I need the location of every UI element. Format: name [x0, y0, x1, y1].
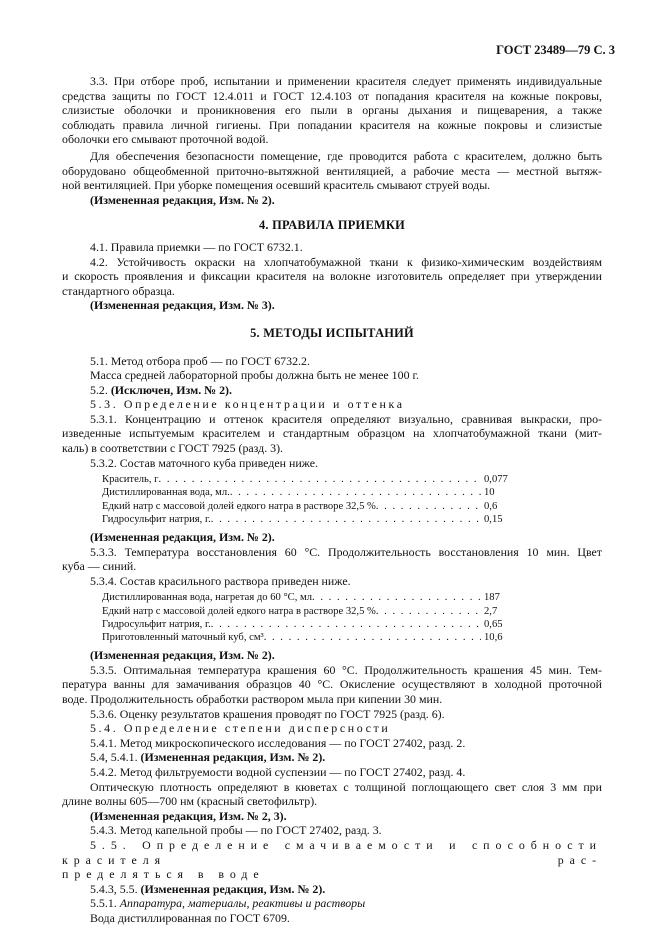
list-item: Дистиллированная вода, нагретая до 60 °С, мл . . . 187 [102, 591, 534, 604]
para-5-3-5-line: воде. Продолжительность обработки раствором мыла при кипении 30 мин. [62, 692, 443, 707]
para-5-4-2: 5.4.2. Метод фильтруемости водной суспензии — по ГОСТ 27402, разд. 4. [90, 765, 466, 779]
para-5-4-3: 5.4.3. Метод капельной пробы — по ГОСТ 27402, разд. 3. [90, 823, 382, 838]
para-5-3-1-line: изведенные испытуемым красителем и стандартным образцом на хлопчатобумажной ткани (мит- [62, 426, 602, 441]
amendment-note: (Измененная редакция, Изм. № 2). [90, 192, 275, 207]
para-4-1: 4.1. Правила приемки — по ГОСТ 6732.1. [90, 239, 303, 254]
subsection-5-5-title: пределяться в воде [62, 867, 265, 882]
para-5-4-1: 5.4.1. Метод микроскопического исследования — по ГОСТ 27402, разд. 2. [90, 735, 466, 750]
list-item: Гидросульфит натрия, г. . . . 0,65 [102, 618, 534, 631]
subsection-5-3-title: 5.3. Определение концентрации и оттенка [90, 397, 405, 412]
para-water: Вода дистиллированная по ГОСТ 6709. [90, 910, 290, 925]
para-5-3-3-line: 5.3.3. Температура восстановления 60 °С. Продолжительность восстановления 10 мин. Цвет [90, 544, 602, 559]
page-body [62, 74, 602, 926]
amendment-number: 5.4, 5.4.1. [90, 750, 138, 765]
para-3-3-line: слизистые оболочки и проникновения его пыли в органы дыхания и пищеварения, а также [62, 103, 602, 118]
amendment-note: (Измененная редакция, Изм. № 2). [140, 750, 326, 765]
para-5-5-amendment [62, 882, 602, 897]
para-5-2-number: 5.2. [90, 382, 108, 397]
para-safety-line: ной вентиляцией. При уборке помещения осевший краситель смывают струей воды. [62, 178, 491, 193]
para-5-1b: Масса средней лабораторной пробы должна быть не менее 100 г. [90, 368, 419, 383]
list-item: Едкий натр с массовой долей едкого натра в растворе 32,5 % . . . 0,6 [102, 500, 534, 513]
para-5-5-1-heading: Аппаратура, материалы, реактивы и растворы [119, 896, 366, 911]
para-4-2-line: 4.2. Устойчивость окраски на хлопчатобумажной ткани к физико-химическим воздействиям [90, 254, 602, 269]
para-optics-line: Оптическую плотность определяют в кюветах с толщиной поглощающего свет слоя 3 мм при [90, 779, 602, 794]
para-5-2 [62, 383, 602, 398]
para-5-3-3-line: куба — синий. [62, 559, 137, 574]
amendment-number: 5.4.3, 5.5. [90, 881, 138, 896]
para-4-2-line: и скорость проявления и фиксации красителя на волокне изготовитель определяет при утверждении [62, 269, 602, 284]
para-5-3-5-line: пература ванны для замачивания образцов 40 °С. Окисление осуществляют в холодной проточной [62, 677, 602, 692]
subsection-5-5-title: 5.5. Определение смачиваемости и способности красителя рас- [62, 837, 602, 867]
para-5-3-1-line: 5.3.1. Концентрацию и оттенок красителя определяют визуально, сравнивая выкраски, про- [90, 411, 602, 426]
list-item: Гидросульфит натрия, г. . . . 0,15 [102, 513, 534, 526]
subsection-5-4-title: 5.4. Определение степени дисперсности [90, 721, 391, 736]
para-3-3-line: 3.3. При отборе проб, испытании и применении красителя следует применять индивидуальные [90, 74, 602, 88]
para-safety-line: Для обеспечения безопасности помещение, где проводится работа с красителем, должно быть [90, 148, 602, 163]
para-3-3-line: соблюдать правила личной гигиены. При попадании красителя на кожные покровы и слизистые [62, 117, 602, 132]
amendment-note: (Измененная редакция, Изм. № 2). [90, 648, 275, 663]
section-4-title: 4. ПРАВИЛА ПРИЕМКИ [258, 218, 406, 233]
dye-bath-composition-list [102, 591, 534, 644]
para-5-3-5-line: 5.3.5. Оптимальная температура крашения 60 °С. Продолжительность крашения 45 мин. Тем- [90, 662, 602, 677]
para-4-2-line: стандартного образца. [62, 283, 175, 298]
para-5-5-1-number: 5.5.1. [90, 896, 117, 911]
amendment-note: (Измененная редакция, Изм. № 2). [90, 530, 275, 545]
list-item: Приготовленный маточный куб, см³ . . . 10,6 [102, 631, 534, 644]
para-3-3-line: оболочки его смывают проточной водой. [62, 132, 269, 147]
stock-vat-composition-list [102, 473, 534, 526]
para-5-3-2: 5.3.2. Состав маточного куба приведен ниже. [90, 455, 318, 470]
para-5-2-excluded: (Исключен, Изм. № 2). [110, 382, 232, 397]
amendment-note: (Измененная редакция, Изм. № 2, 3). [90, 808, 287, 823]
para-optics-line: длине волны 605—700 нм (красный светофильтр). [62, 794, 318, 809]
para-5-1: 5.1. Метод отбора проб — по ГОСТ 6732.2. [90, 353, 310, 368]
list-item: Едкий натр с массовой долей едкого натра в растворе 32,5 % . . . 2,7 [102, 605, 534, 618]
para-5-3-1-line: каль) в соответствии с ГОСТ 7925 (разд. 3). [62, 441, 284, 456]
amendment-note: (Измененная редакция, Изм. № 2). [140, 881, 326, 896]
list-item: Краситель, г . . . 0,077 [102, 473, 534, 486]
para-5-5-1 [62, 896, 602, 911]
para-5-4-amendment [62, 750, 602, 765]
para-3-3-line: средства защиты по ГОСТ 12.4.011 и ГОСТ 12.4.103 от попадания красителя на кожные покровы, [62, 88, 602, 103]
amendment-note: (Измененная редакция, Изм. № 3). [90, 298, 275, 313]
para-5-3-4: 5.3.4. Состав красильного раствора приведен ниже. [90, 573, 351, 588]
running-header: ГОСТ 23489—79 С. 3 [496, 43, 615, 57]
section-5-title: 5. МЕТОДЫ ИСПЫТАНИЙ [250, 325, 414, 340]
para-safety-line: оборудовано общеобменной приточно-вытяжной вентиляцией, а рабочие места — местной вытяж- [62, 163, 602, 178]
para-5-3-6: 5.3.6. Оценку результатов крашения проводят по ГОСТ 7925 (разд. 6). [90, 706, 445, 721]
list-item: Дистиллированная вода, мл. . . . 10 [102, 486, 534, 499]
